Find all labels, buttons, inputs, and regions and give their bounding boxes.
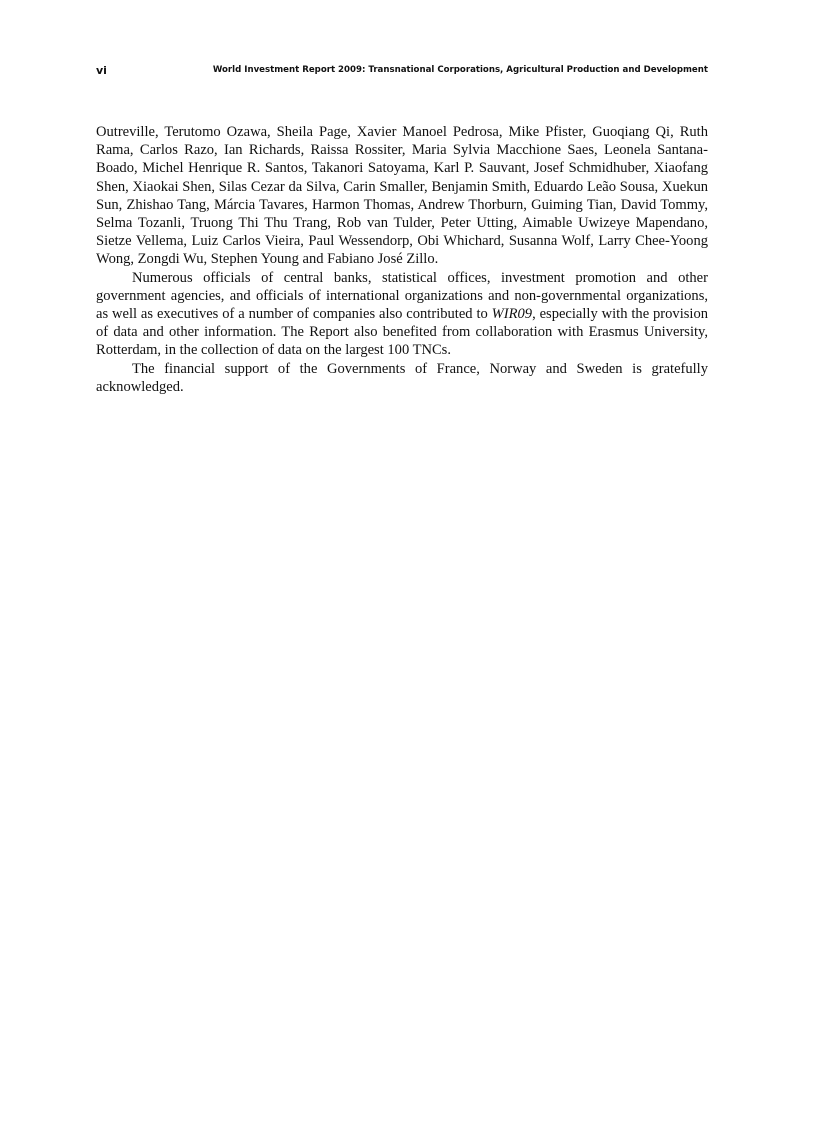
acknowledgements-text [96, 123, 708, 396]
funding-paragraph: The financial support of the Governments of France, Norway and Sweden is gratefully acknowledged. [96, 360, 708, 395]
running-title: World Investment Report 2009: Transnational Corporations, Agricultural Production and Development [212, 65, 708, 75]
page-number: vi [96, 64, 107, 77]
officials-text-before: Numerous officials of central banks, statistical offices, investment promotion and other government agencies, and officials of international organizations and non-governmental organizations, as well as executives of a number of companies also contributed to [96, 269, 708, 323]
page-header [96, 64, 708, 80]
report-abbreviation: WIR09 [491, 306, 533, 323]
officials-text-after: , especially with the provision of data and other information. The Report also benefited from collaboration with Erasmus University, Rotterdam, in the collection of data on the largest 100 TNCs. [96, 306, 708, 359]
names-paragraph: Outreville, Terutomo Ozawa, Sheila Page, Xavier Manoel Pedrosa, Mike Pfister, Guoqiang Qi, Ruth Rama, Carlos Razo, Ian Richards, Raissa Rossiter, Maria Sylvia Macchione Saes, Leonela Santana-Boado, Michel Henrique R. Santos, Takanori Satoyama, Karl P. Sauvant, Josef Schmidhuber, Xiaofang Shen, Xiaokai Shen, Silas Cezar da Silva, Carin Smaller, Benjamin Smith, Eduardo Leão Sousa, Xuekun Sun, Zhishao Tang, Márcia Tavares, Harmon Thomas, Andrew Thorburn, Guiming Tian, David Tommy, Selma Tozanli, Truong Thi Thu Trang, Rob van Tulder, Peter Utting, Aimable Uwizeye Mapendano, Sietze Vellema, Luiz Carlos Vieira, Paul Wessendorp, Obi Whichard, Susanna Wolf, Larry Chee-Yoong Wong, Zongdi Wu, Stephen Young and Fabiano José Zillo. [96, 124, 708, 268]
officials-paragraph [96, 269, 708, 360]
